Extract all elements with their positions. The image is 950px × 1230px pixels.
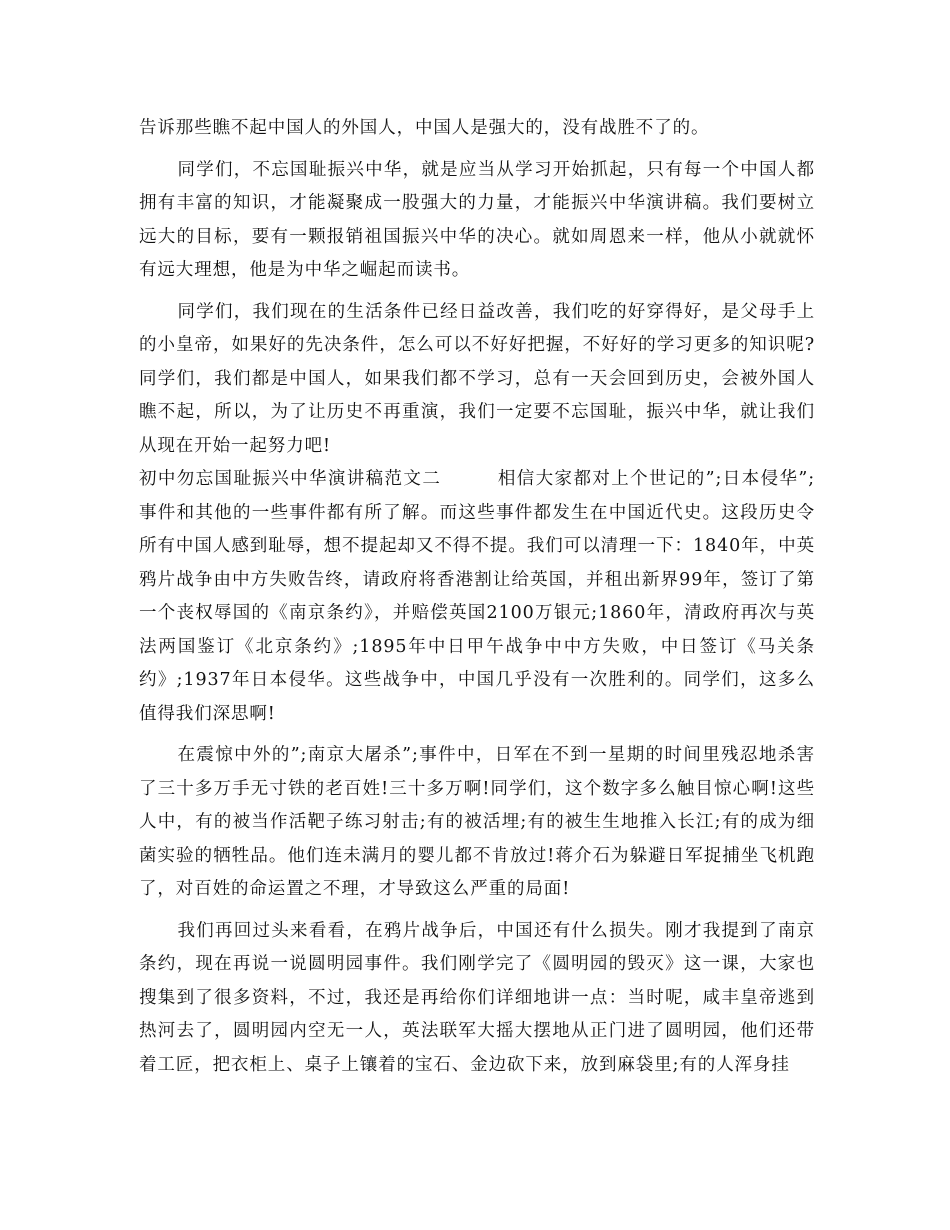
paragraph-4-text: 相信大家都对上个世记的”;日本侵华”;事件和其他的一些事件都有所了解。而这些事件都发生在中国近代史。这段历史令所有中国人感到耻辱，想不提起却又不得不提。我们可以清理一下：1840年，中英鸦片战争由中方失败告终，请政府将香港割让给英国，并租出新界99年，签订了第一个丧权辱国的《南京条约》，并赔偿英国2100万银元;1860年，清政府再次与英法两国鉴订《北京条约》;1895年中日甲午战争中中方失败，中日签订《马关条约》;1937年日本侵华。这些战争中，中国几乎没有一次胜利的。同学们，这多么值得我们深思啊! bbox=[139, 469, 815, 724]
paragraph-5: 在震惊中外的”;南京大屠杀”;事件中，日军在不到一星期的时间里残忍地杀害了三十多万手无寸铁的老百姓!三十多万啊!同学们，这个数字多么触目惊心啊!这些人中，有的被当作活靶子练习射击;有的被活埋;有的被生生地推入长江;有的成为细菌实验的牺牲品。他们连未满月的婴儿都不肯放过!蒋介石为躲避日军捉捕坐飞机跑了，对百姓的命运置之不理，才导致这么严重的局面! bbox=[139, 745, 815, 899]
document-body bbox=[139, 112, 815, 1082]
paragraph-6: 我们再回过头来看看，在鸦片战争后，中国还有什么损失。刚才我提到了南京条约，现在再说一说圆明园事件。我们刚学完了《圆明园的毁灭》这一课，大家也搜集到了很多资料，不过，我还是再给你们详细地讲一点：当时呢，咸丰皇帝逃到热河去了，圆明园内空无一人，英法联军大摇大摆地从正门进了圆明园，他们还带着工匠，把衣柜上、桌子上镶着的宝石、金边砍下来，放到麻袋里;有的人浑身挂 bbox=[139, 920, 815, 1075]
paragraph-1: 告诉那些瞧不起中国人的外国人，中国人是强大的，没有战胜不了的。 bbox=[139, 118, 710, 138]
paragraph-3: 同学们，我们现在的生活条件已经日益改善，我们吃的好穿得好，是父母手上的小皇帝，如果好的先决条件，怎么可以不好好把握，不好好的学习更多的知识呢?同学们，我们都是中国人，如果我们都不学习，总有一天会回到历史，会被外国人瞧不起，所以，为了让历史不再重演，我们一定要不忘国耻，振兴中华，就让我们从现在开始一起努力吧! bbox=[139, 301, 815, 456]
paragraph-gap bbox=[139, 146, 815, 154]
paragraph-gap bbox=[139, 907, 815, 915]
paragraph-gap bbox=[139, 731, 815, 739]
section-title: 初中勿忘国耻振兴中华演讲稿范文二 bbox=[139, 469, 442, 489]
paragraph-4 bbox=[139, 463, 815, 731]
paragraph-gap bbox=[139, 288, 815, 296]
title-spacer bbox=[441, 469, 498, 489]
paragraph-2: 同学们，不忘国耻振兴中华，就是应当从学习开始抓起，只有每一个中国人都拥有丰富的知识，才能凝聚成一股强大的力量，才能振兴中华演讲稿。我们要树立远大的目标，要有一颗报销祖国振兴中华的决心。就如周恩来一样，他从小就就怀有远大理想，他是为中华之崛起而读书。 bbox=[139, 159, 815, 280]
